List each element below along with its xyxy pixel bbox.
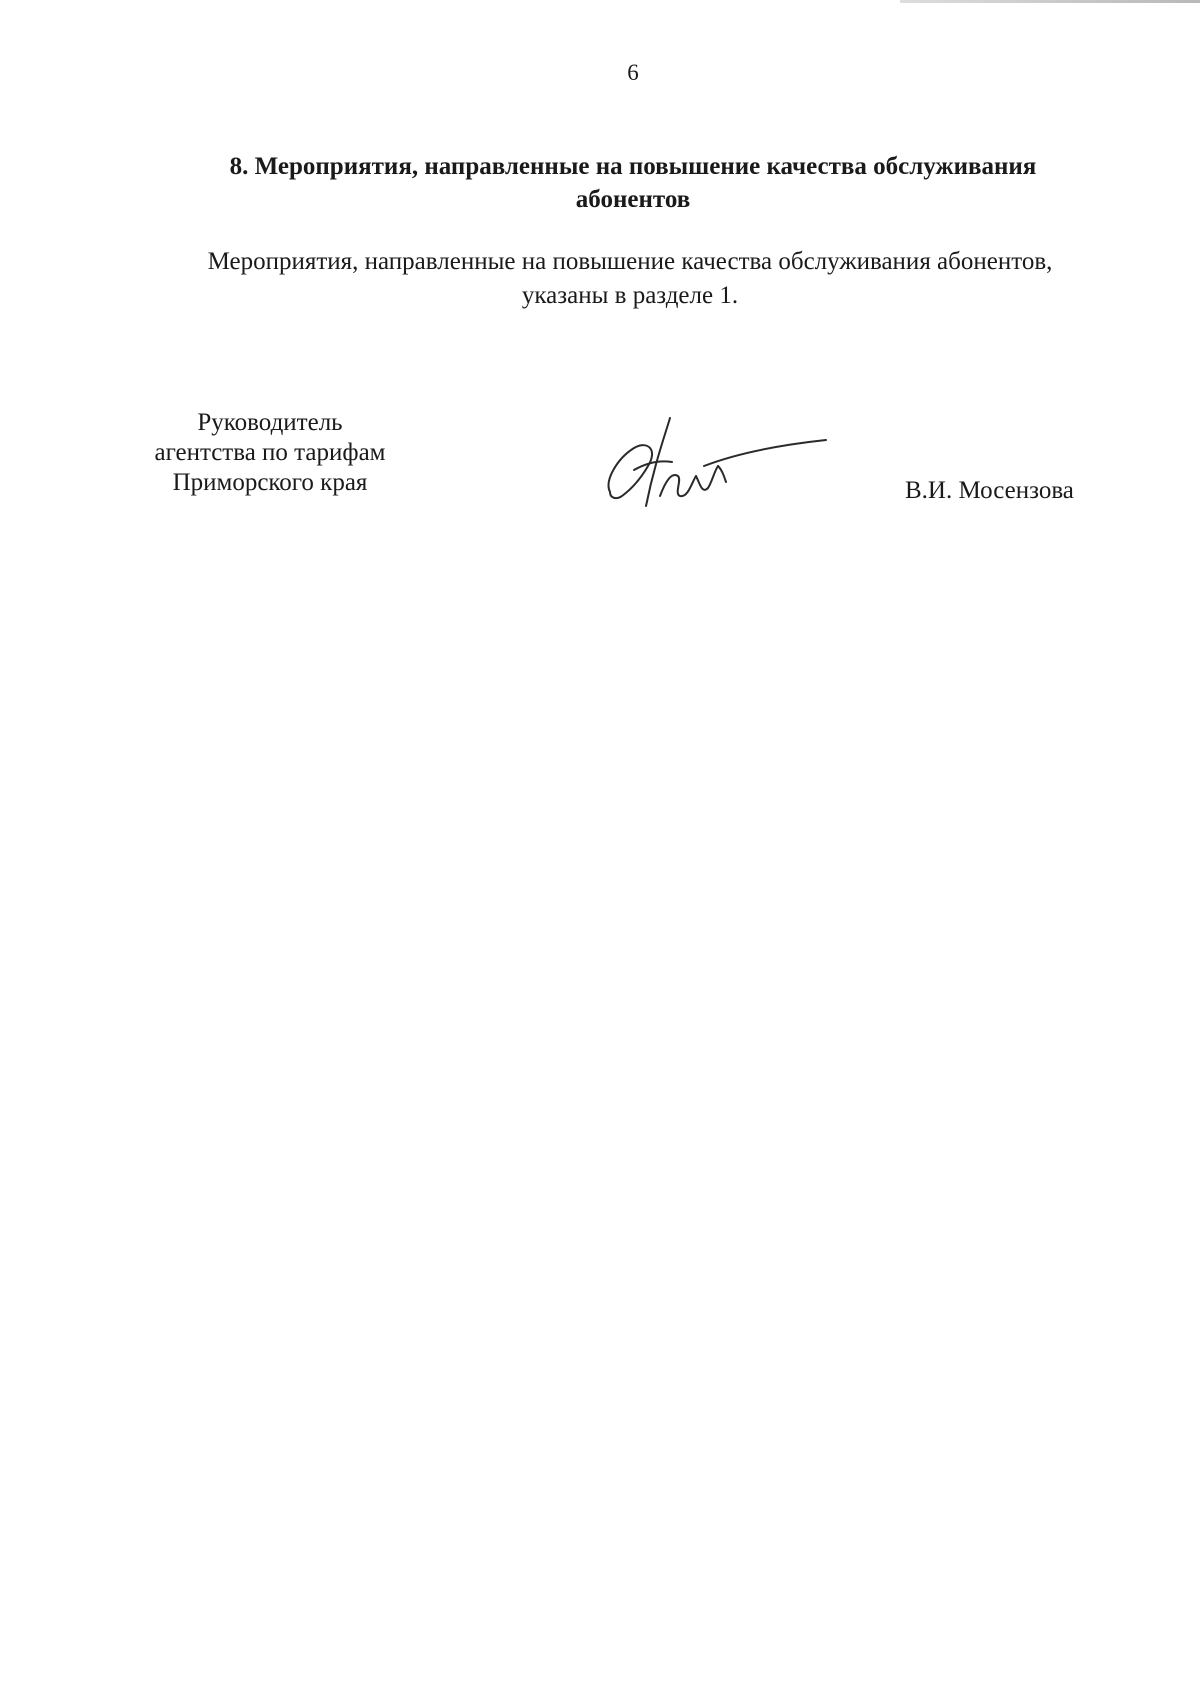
signer-title-line-1: Руководитель — [197, 409, 343, 436]
signer-title-line-3: Приморского края — [172, 469, 368, 496]
signature-icon — [600, 410, 830, 520]
section-heading-line-2: абонентов — [575, 186, 691, 213]
signer-title — [120, 408, 420, 498]
signer-title-line-2: агентства по тарифам — [154, 439, 386, 466]
scan-edge-mark — [900, 0, 1200, 3]
signer-name: В.И. Мосензова — [905, 477, 1074, 504]
section-heading — [150, 150, 1116, 216]
section-body-line-1: Мероприятия, направленные на повышение качества обслуживания абонентов, — [207, 248, 1053, 275]
section-body-line-2: указаны в разделе 1. — [521, 282, 739, 309]
section-body — [130, 245, 1130, 313]
section-heading-line-1: 8. Мероприятия, направленные на повышение качества обслуживания — [229, 153, 1037, 180]
page-number: 6 — [627, 60, 639, 85]
